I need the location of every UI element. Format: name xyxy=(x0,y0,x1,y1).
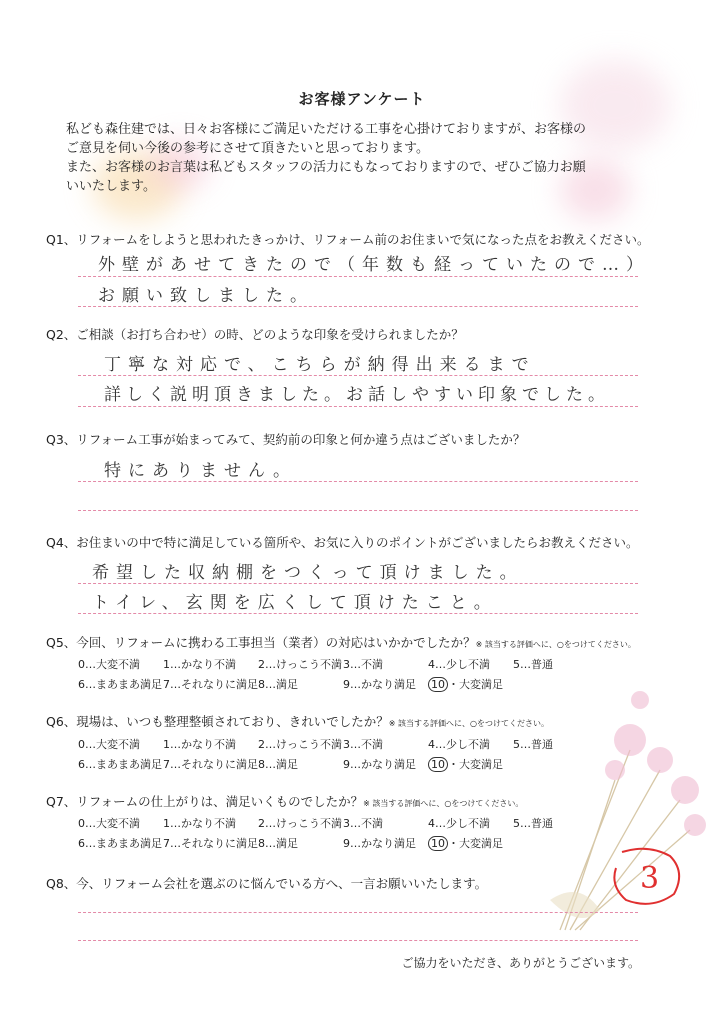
answer-line xyxy=(78,613,638,614)
red-stamp-circle xyxy=(608,842,688,912)
answer-1-line-2: お願い致しました。 xyxy=(98,286,314,306)
rating-option[interactable]: 1…かなり不満 xyxy=(163,817,236,830)
answer-line xyxy=(78,375,638,376)
rating-option[interactable]: 7…それなりに満足 xyxy=(163,678,258,691)
rating-option[interactable]: 5…普通 xyxy=(513,658,553,671)
answer-line xyxy=(78,276,638,277)
intro-text xyxy=(66,120,666,196)
answer-3-line-1: 特にありません。 xyxy=(104,461,298,481)
intro-line: いいたします。 xyxy=(66,179,156,194)
rating-scale-q5 xyxy=(78,656,598,692)
answer-1-line-1: 外壁があせてきたので（年数も経っていたので…） xyxy=(98,255,650,275)
rating-option[interactable]: 2…けっこう不満 xyxy=(258,738,342,751)
intro-line: ご意見を伺い今後の参考にさせて頂きたいと思っております。 xyxy=(66,141,429,156)
rating-option[interactable]: 4…少し不満 xyxy=(428,658,490,671)
question-5-note: ※ 該当する評価へに、○をつけてください。 xyxy=(475,640,636,649)
selected-rating: 10 xyxy=(428,677,448,692)
answer-4-line-1: 希望した収納棚をつくって頂けました。 xyxy=(92,563,524,583)
question-4: Q4、お住まいの中で特に満足している箇所や、お気に入りのポイントがございましたらお教えください。 xyxy=(46,535,639,550)
intro-line: 私ども森住建では、日々お客様にご満足いただける工事を心掛けておりますが、お客様の xyxy=(66,122,587,137)
rating-option[interactable]: 0…大変不満 xyxy=(78,817,140,830)
intro-line: また、お客様のお言葉は私どもスタッフの活力にもなっておりますので、ぜひご協力お願 xyxy=(66,160,586,175)
answer-line xyxy=(78,940,638,941)
page-title: お客様アンケート xyxy=(298,90,426,108)
question-7-note: ※ 該当する評価へに、○をつけてください。 xyxy=(363,799,524,808)
selected-rating-label: ・大変満足 xyxy=(448,758,503,771)
rating-option[interactable]: 3…不満 xyxy=(343,738,383,751)
rating-option[interactable]: 1…かなり不満 xyxy=(163,658,236,671)
rating-option[interactable]: 0…大変不満 xyxy=(78,658,140,671)
answer-line xyxy=(78,912,638,913)
rating-option-selected[interactable] xyxy=(428,756,513,772)
rating-option[interactable]: 9…かなり満足 xyxy=(343,758,416,771)
answer-2-line-2: 詳しく説明頂きました。お話しやすい印象でした。 xyxy=(104,385,610,405)
rating-scale-q6 xyxy=(78,736,598,772)
rating-option[interactable]: 8…満足 xyxy=(258,678,298,691)
rating-option[interactable]: 1…かなり不満 xyxy=(163,738,236,751)
selected-rating-label: ・大変満足 xyxy=(448,837,503,850)
rating-option[interactable]: 3…不満 xyxy=(343,817,383,830)
rating-option[interactable]: 0…大変不満 xyxy=(78,738,140,751)
selected-rating: 10 xyxy=(428,757,448,772)
answer-line xyxy=(78,306,638,307)
rating-option[interactable]: 9…かなり満足 xyxy=(343,837,416,850)
stamp-mark: 3 xyxy=(640,861,660,896)
rating-option[interactable]: 5…普通 xyxy=(513,738,553,751)
rating-scale-q7 xyxy=(78,815,598,851)
rating-option[interactable]: 6…まあまあ満足 xyxy=(78,758,162,771)
answer-line xyxy=(78,583,638,584)
question-6 xyxy=(46,712,549,730)
rating-option[interactable]: 2…けっこう不満 xyxy=(258,658,342,671)
question-6-note: ※ 該当する評価へに、○をつけてください。 xyxy=(388,719,550,728)
answer-line xyxy=(78,510,638,511)
rating-option[interactable]: 7…それなりに満足 xyxy=(163,758,258,771)
question-6-text: Q6、現場は、いつも整理整頓されており、きれいでしたか？ xyxy=(46,714,389,729)
rating-option[interactable]: 8…満足 xyxy=(258,758,298,771)
rating-option[interactable]: 9…かなり満足 xyxy=(343,678,416,691)
rating-option[interactable]: 8…満足 xyxy=(258,837,298,850)
question-5 xyxy=(46,633,636,651)
selected-rating: 10 xyxy=(428,836,448,851)
rating-option-selected[interactable] xyxy=(428,835,513,851)
question-7 xyxy=(46,792,523,810)
question-5-text: Q5、今回、リフォームに携わる工事担当（業者）の対応はいかかでしたか？ xyxy=(46,635,476,650)
rating-option[interactable]: 6…まあまあ満足 xyxy=(78,678,162,691)
question-1: Q1、リフォームをしようと思われたきっかけ、リフォーム前のお住まいで気になった点をお教えください。 xyxy=(46,232,650,247)
answer-line xyxy=(78,406,638,407)
rating-option[interactable]: 6…まあまあ満足 xyxy=(78,837,162,850)
rating-option[interactable]: 4…少し不満 xyxy=(428,738,490,751)
rating-option[interactable]: 7…それなりに満足 xyxy=(163,837,258,850)
question-7-text: Q7、リフォームの仕上がりは、満足いくものでしたか？ xyxy=(46,794,364,809)
answer-2-line-1: 丁寧な対応で、こちらが納得出来るまで xyxy=(104,355,536,375)
question-2: Q2、ご相談（お打ち合わせ）の時、どのような印象を受けられましたか？ xyxy=(46,327,464,342)
thanks-message: ご協力をいただき、ありがとうございます。 xyxy=(401,956,640,970)
question-8: Q8、今、リフォーム会社を選ぶのに悩んでいる方へ、一言お願いいたします。 xyxy=(46,876,488,891)
selected-rating-label: ・大変満足 xyxy=(448,678,503,691)
rating-option-selected[interactable] xyxy=(428,676,513,692)
question-3: Q3、リフォーム工事が始まってみて、契約前の印象と何か違う点はございましたか？ xyxy=(46,432,526,447)
answer-line xyxy=(78,481,638,482)
rating-option[interactable]: 3…不満 xyxy=(343,658,383,671)
answer-4-line-2: トイレ、玄関を広くして頂けたこと。 xyxy=(92,593,498,613)
rating-option[interactable]: 4…少し不満 xyxy=(428,817,490,830)
rating-option[interactable]: 2…けっこう不満 xyxy=(258,817,342,830)
rating-option[interactable]: 5…普通 xyxy=(513,817,553,830)
